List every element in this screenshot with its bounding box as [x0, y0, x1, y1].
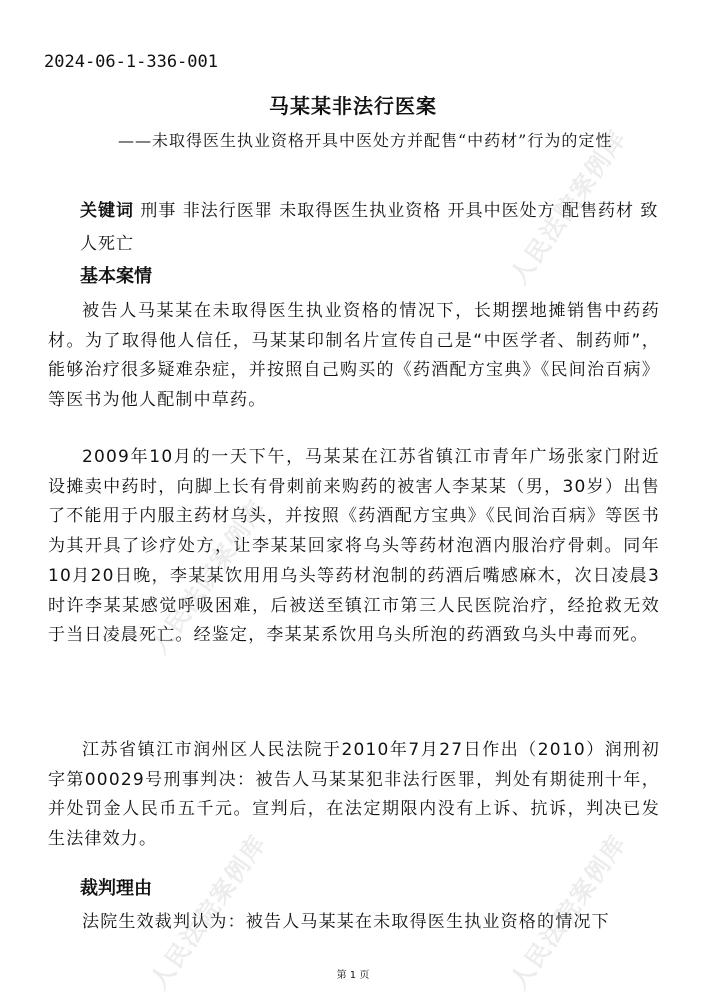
- document-title: 马某某非法行医案: [269, 94, 437, 118]
- paragraph-judgment: 江苏省镇江市润州区人民法院于2010年7月27日作出（2010）润刑初字第00029号刑事判决：被告人马某某犯非法行医罪，判处有期徒刑十年，并处罚金人民币五千元。宣判后，在法定期限内没有上诉、抗诉，判决已发生法律效力。: [48, 740, 660, 850]
- keywords-text: 刑事 非法行医罪 未取得医生执业资格 开具中医处方 配售药材 致人死亡: [80, 201, 659, 254]
- watermark: 人民法院案例库: [504, 829, 633, 995]
- watermark: 人民法院案例库: [144, 829, 273, 995]
- page-number: 第 1 页: [336, 970, 370, 981]
- section-heading-basic-facts: 基本案情: [80, 266, 152, 287]
- case-number: 2024-06-1-336-001: [44, 52, 218, 72]
- paragraph-reasoning: 法院生效裁判认为：被告人马某某在未取得医生执业资格的情况下: [82, 912, 610, 932]
- paragraph-facts-1: 被告人马某某在未取得医生执业资格的情况下，长期摆地摊销售中药药材。为了取得他人信任，马某某印制名片宣传自己是“中医学者、制药师”，能够治疗很多疑难杂症，并按照自己购买的《药酒配方宝典》《民间治百病》等医书为他人配制中草药。: [48, 301, 660, 411]
- keywords-label: 关键词: [80, 201, 134, 221]
- document-subtitle: ——未取得医生执业资格开具中医处方并配售“中药材”行为的定性: [118, 131, 613, 150]
- watermark: 人民法院案例库: [504, 124, 633, 290]
- paragraph-facts-2: 2009年10月的一天下午，马某某在江苏省镇江市青年广场张家门附近设摊卖中药时，向脚上长有骨刺前来购药的被害人李某某（男，30岁）出售了不能用于内服主药材乌头，并按照《药酒配方宝典》《民间治百病》等医书为其开具了诊疗处方，让李某某回家将乌头等药材泡酒内服治疗骨刺。同年10月20日晚，李某某饮用用乌头等药材泡制的药酒后嘴感麻木，次日凌晨3时许李某某感觉呼吸困难，后被送至镇江市第三人民医院治疗，经抢救无效于当日凌晨死亡。经鉴定，李某某系饮用乌头所泡的药酒致乌头中毒而死。: [48, 447, 660, 646]
- section-heading-reasoning: 裁判理由: [80, 878, 152, 899]
- watermark: 人民法院案例库: [144, 494, 273, 660]
